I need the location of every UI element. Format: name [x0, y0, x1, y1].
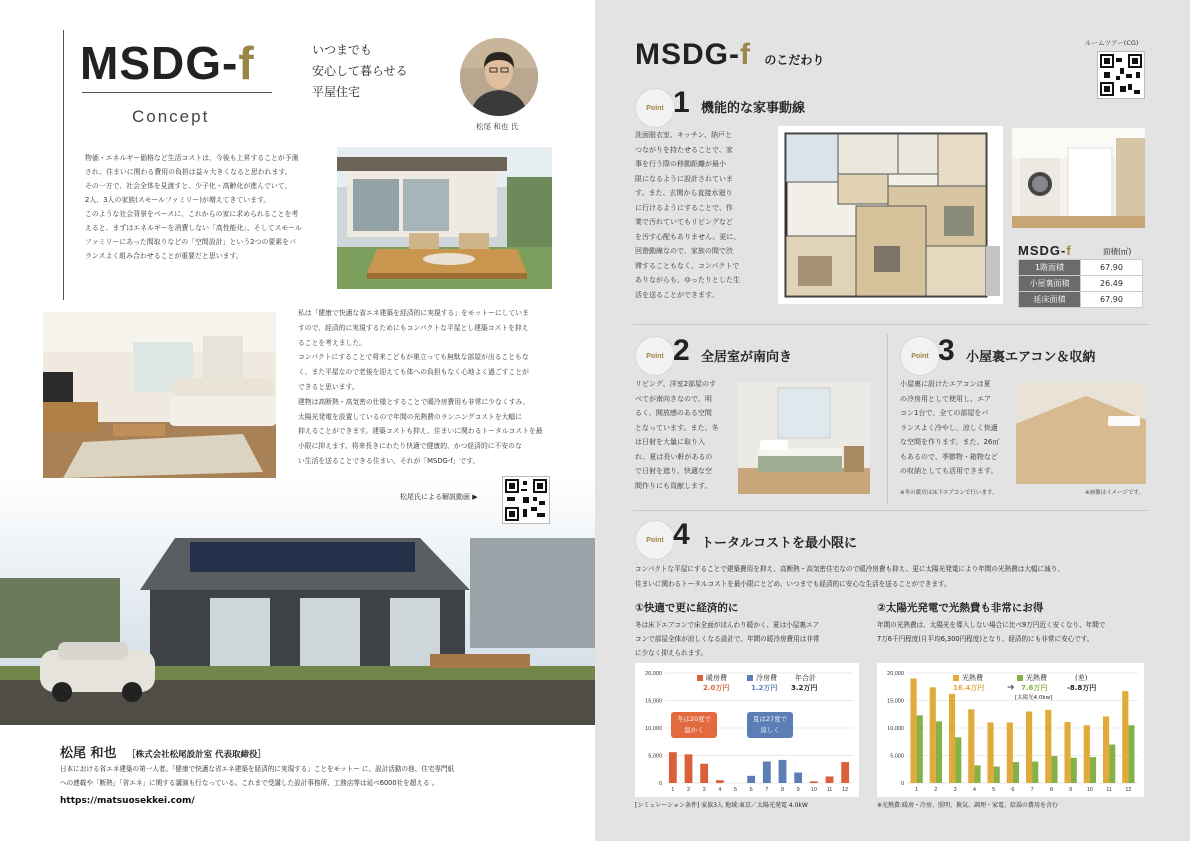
sub1-title: ①快適で更に経済的に — [635, 602, 739, 614]
area-row: 1階面積 67.90 — [1019, 260, 1143, 276]
qr-code-video[interactable] — [503, 477, 549, 523]
body-paragraph — [298, 306, 556, 469]
x-tick-label: 10 — [810, 787, 817, 793]
bar-a — [987, 723, 993, 784]
point1-badge: Point — [635, 88, 675, 128]
bar-a — [1045, 710, 1051, 783]
area-row: 延床面積 67.90 — [1019, 292, 1143, 308]
legend-diff-label: (差) — [1075, 674, 1088, 682]
winter-annotation: 冬は20度で 温かく — [671, 712, 717, 738]
y-tick-label: 15,000 — [645, 698, 662, 705]
intro-line: このような社会背景をベースに、これからの家に求められることを考 — [85, 210, 299, 218]
p1-line: に行けるようにすることで、作 — [635, 203, 733, 212]
bar-a — [841, 762, 849, 783]
p1-line: 洗面脱衣室、キッチン、納戸と — [635, 131, 732, 139]
body-line: 私は「健康で快適な省エネ建築を経済的に実現する」をモットーにしていま — [298, 309, 529, 317]
bar-b — [747, 776, 755, 783]
tagline-line: 安心して暮らせる — [312, 64, 408, 78]
body-line: 抑えることができます。建築コストも抑え、住まいに関わるトータルコストを最 — [298, 427, 543, 436]
y-tick-label: 5,000 — [890, 753, 904, 760]
logo-main-text: MSDG- — [80, 37, 239, 89]
body-line: い生活を送ることできる住まい、それが「MSDG-f」です。 — [298, 456, 480, 465]
body-line: く、また平屋なので老後を迎えても体への負担もなく心地よく過ごすことが — [298, 368, 529, 377]
intro-line: その一方で、社会全体を見渡すと、少子化・高齢化が進んでいて、 — [85, 182, 292, 190]
profile-heading — [60, 742, 266, 761]
x-tick-label: 3 — [702, 787, 706, 793]
legend-cost-a: 光熱費 — [953, 673, 983, 683]
x-tick-label: 3 — [953, 787, 957, 793]
bar-a — [1064, 722, 1070, 783]
area-row: 小屋裏面積 26.49 — [1019, 276, 1143, 292]
p2-line: るく、開放感のある空間 — [635, 409, 712, 417]
bar-b — [1090, 757, 1096, 783]
x-tick-label: 5 — [992, 787, 996, 793]
intro-line: 物価・エネルギー価格など生活コストは、今後も上昇することが予測 — [85, 154, 299, 162]
bar-b — [794, 773, 802, 783]
x-tick-label: 9 — [1069, 787, 1073, 793]
sub2-line: 7万6千円程度(月平均6,300円程度)となり、経済的にも非常に安心です。 — [877, 635, 1094, 643]
point1-text — [635, 128, 775, 302]
p3-line: もあるので、季節物・箱物など — [900, 452, 998, 461]
sub1-line: コンで部屋全体が涼しくなる設計で、年間の暖冷房費用は非常 — [635, 635, 820, 643]
profile-text — [60, 762, 580, 790]
x-tick-label: 6 — [1011, 787, 1015, 793]
utility-cost-chart — [877, 663, 1144, 797]
point3-note-heating: ※冬の暖房は床下エアコンで行います。 — [900, 490, 998, 496]
point1-title: 機能的な家事動線 — [701, 101, 806, 116]
tagline-line: いつまでも — [312, 43, 373, 57]
header-logo-f: f — [740, 38, 751, 71]
point2-badge: Point — [635, 336, 675, 376]
legend-cost-b: 光熱費 — [1017, 673, 1047, 683]
bar-a — [685, 754, 693, 783]
point3-title: 小屋裏エアコン＆収納 — [966, 350, 1096, 365]
bar-a — [949, 694, 955, 783]
header-logo — [635, 38, 824, 77]
x-tick-label: 10 — [1086, 787, 1093, 793]
bar-a — [930, 687, 936, 783]
p2-line: で日射を遮り、快適な空 — [635, 467, 712, 475]
x-tick-label: 11 — [826, 787, 833, 793]
legend-cost-a-value: 16.4万円 — [953, 684, 985, 692]
x-tick-label: 5 — [733, 787, 738, 793]
p2-line: は日射を大量に取り入 — [635, 438, 705, 446]
section-divider — [633, 324, 1148, 325]
x-tick-label: 8 — [780, 787, 785, 793]
p3-line: ランスよく冷やし、涼しく快適 — [900, 423, 998, 432]
bar-b — [1128, 725, 1134, 783]
area-table-logo: MSDG-f — [1018, 243, 1072, 258]
body-line: 小限に抑えます。将来長きにわたり快適で健康的、かつ経済的に不安のな — [298, 442, 522, 451]
legend-cooling: 冷房費 — [747, 673, 777, 683]
header-logo-main: MSDG- — [635, 38, 740, 71]
arrow-icon: ➜ — [1007, 683, 1015, 693]
bar-b — [1032, 762, 1038, 783]
bar-b — [763, 762, 771, 783]
p3-line: 小屋裏に設けたエアコンは夏 — [900, 380, 991, 388]
legend-heating: 暖房費 — [697, 673, 727, 683]
p1-line: 活を送ることができます。 — [635, 290, 719, 299]
y-tick-label: 20,000 — [887, 671, 904, 677]
bar-a — [1007, 723, 1013, 784]
p1-line: ありながらも、ゆったりとした生 — [635, 276, 740, 284]
sub2-text — [877, 618, 1152, 646]
bar-b — [1109, 745, 1115, 784]
x-tick-label: 2 — [686, 787, 691, 793]
bar-b — [917, 715, 923, 783]
bar-b — [1051, 756, 1057, 783]
profile-role: ［株式会社松尾設計室 代表取締役］ — [127, 750, 267, 760]
point4-badge: Point — [635, 520, 675, 560]
logo-underline — [82, 92, 272, 93]
point2-text — [635, 377, 735, 493]
simulation-note: [シミュレーション条件] 家族3人 地域:東京／太陽光発電 4.0kW — [635, 802, 808, 809]
x-tick-label: 6 — [749, 787, 753, 793]
tagline — [312, 40, 408, 103]
summer-annotation: 夏は27度で 涼しく — [747, 712, 793, 738]
washroom-photo — [1012, 128, 1145, 228]
x-tick-label: 7 — [1030, 787, 1034, 793]
intro-line: され、住まいに関わる費用の負担は益々大きくなると思われます。 — [85, 168, 292, 176]
area-table — [1018, 259, 1143, 308]
sub1-line: に少なく抑えられます。 — [635, 649, 708, 657]
body-line: 太陽光発電を設置しているので年間の光熱費のランニングコストを大幅に — [298, 412, 523, 421]
x-tick-label: 4 — [972, 787, 976, 793]
legend-cost-b-value: 7.6万円 — [1021, 684, 1048, 692]
point1-number: 1 — [673, 86, 690, 119]
p3-line: な空間を作ります。また、26㎡ — [900, 438, 1000, 446]
point3-number: 3 — [938, 334, 955, 367]
point4-title: トータルコストを最小限に — [701, 536, 858, 551]
p3-line: の冷房用として使用し、エア — [900, 394, 991, 403]
portrait-photo — [460, 38, 538, 116]
x-tick-label: 4 — [718, 787, 722, 793]
bar-b — [955, 737, 961, 783]
p1-line: 限になるように設計されていま — [635, 174, 733, 183]
intro-line: ファミリーにあった間取りなどの「空間設計」という2つの要素をバ — [85, 238, 296, 246]
logo-f-text: f — [238, 37, 255, 89]
video-caption: 松尾氏による解説動画 ▶ — [400, 493, 478, 501]
bar-b — [936, 721, 942, 783]
msdg-logo — [80, 38, 255, 88]
bar-a — [1103, 716, 1109, 783]
profile-name: 松尾 和也 — [60, 746, 117, 761]
section-divider-vertical — [887, 334, 888, 504]
y-tick-label: 20,000 — [645, 671, 662, 677]
y-tick-label: 15,000 — [887, 698, 904, 705]
header-suffix: のこだわり — [764, 53, 825, 67]
point2-title: 全居室が南向き — [701, 350, 793, 365]
p1-line: を汚す心配もありません。更に、 — [635, 232, 741, 241]
right-page — [595, 0, 1190, 841]
x-tick-label: 1 — [915, 787, 919, 793]
bar-b — [779, 760, 787, 783]
bar-a — [968, 709, 974, 783]
intro-line: えると、まずはエネルギーを消費しない「高性能化」、そしてスモール — [85, 224, 302, 232]
x-tick-label: 12 — [1125, 787, 1132, 793]
bar-a — [826, 776, 834, 783]
sub1-line: 冬は床下エアコンで床全面がほんわり暖かく、夏は小屋裏エア — [635, 621, 820, 629]
profile-line: 日本における省エネ建築の第一人者。「健康で快適な省エネ建築を経済的に実現する」ことをモットー に、設計活動の他、住宅専門紙 — [60, 765, 455, 773]
point4-text — [635, 562, 1155, 591]
body-line: できると思います。 — [298, 382, 359, 391]
p3-line: の収納としても活用できます。 — [900, 467, 998, 475]
intro-line: ランスよく組み合わせることが重要だと思います。 — [85, 252, 243, 260]
p4-line: コンパクトな平屋にすることで建築費用を抑え、高断熱・高気密住宅なので暖冷房費も抑え、更に太陽光発電により年間の光熱費は大幅に減り、 — [635, 565, 1064, 573]
bar-b — [1071, 758, 1077, 783]
x-tick-label: 9 — [796, 787, 800, 793]
p3-line: コン1台で、全ての部屋をバ — [900, 409, 989, 417]
profile-url-link[interactable]: https://matsuosekkei.com/ — [60, 796, 195, 806]
body-line: 建物は高断熱・高気密の仕様とすることで暖冷房費用も非常に少なくすみ、 — [298, 397, 530, 406]
y-tick-label: 10,000 — [887, 726, 904, 732]
p2-line: べてが南向きなので、明 — [635, 394, 712, 403]
p2-line: れ、夏は長い軒があるの — [635, 452, 713, 461]
attic-photo — [1016, 382, 1146, 484]
bar-a — [700, 764, 708, 783]
p1-line: 事を行う際の移動距離が最小 — [635, 160, 726, 168]
qr-code-room-tour[interactable] — [1098, 52, 1144, 98]
bar-a — [1122, 691, 1128, 783]
bar-b — [994, 767, 1000, 784]
bar-b — [974, 765, 980, 783]
deck-photo — [337, 147, 552, 289]
p1-line: 回遊動線なので、家族の間で渋 — [635, 247, 733, 255]
legend-total-value: 3.2万円 — [791, 684, 818, 692]
y-tick-label: 10,000 — [645, 726, 662, 732]
x-tick-label: 7 — [765, 787, 769, 793]
bedroom-photo — [738, 382, 870, 494]
point3-note-image: ※画像はイメージです。 — [1085, 490, 1145, 496]
body-line: ることを考えました。 — [298, 338, 366, 347]
concept-label: Concept — [132, 107, 210, 126]
y-tick-label: 0 — [658, 781, 662, 787]
p1-line: 滞することもなく、コンパクトで — [635, 261, 740, 270]
p2-line: リビング、洋室2部屋のす — [635, 380, 717, 388]
tagline-line: 平屋住宅 — [312, 85, 361, 99]
portrait-caption: 松尾 和也 氏 — [476, 122, 519, 131]
body-line: コンパクトにすることで将来こどもが巣立っても無駄な部屋が出ることもな — [298, 353, 529, 362]
x-tick-label: 12 — [842, 787, 849, 793]
legend-cost-b-note: [太陽光4.0kw] — [1015, 695, 1053, 701]
sub2-title: ②太陽光発電で光熱費も非常にお得 — [877, 602, 1044, 614]
bar-a — [669, 752, 677, 783]
y-tick-label: 5,000 — [648, 753, 662, 760]
intro-line: 2人、3人の家族(スモールファミリー)が増えてきています。 — [85, 196, 271, 204]
point3-badge: Point — [900, 336, 940, 376]
x-tick-label: 2 — [934, 787, 938, 793]
x-tick-label: 8 — [1049, 787, 1053, 793]
bar-a — [1084, 725, 1090, 783]
area-table-header: 面積(㎡) — [1103, 247, 1132, 256]
p1-line: つながりを持たせることで、家 — [635, 145, 733, 154]
sub2-line: 年間の光熱費は、太陽光を導入しない場合に比べ9万円近く安くなり、年間で — [877, 621, 1106, 629]
sub1-text — [635, 618, 870, 660]
bar-a — [810, 781, 818, 783]
bar-a — [910, 679, 916, 784]
cost-note: ※光熱費:暖房・冷房、照明、換気、調理・家電、給湯の費用を含む — [877, 802, 1059, 809]
room-tour-label: ルームツアー(CG) — [1085, 39, 1139, 47]
y-tick-label: 0 — [900, 781, 904, 787]
p1-line: 業で汚れていてもリビングなど — [635, 218, 733, 226]
legend-total-label: 年合計 — [795, 674, 816, 682]
p4-line: 住まいに関わるトータルコストを最小限にとどめ、いつまでも経済的に安心な生活を送ることができます。 — [635, 579, 951, 588]
x-tick-label: 1 — [671, 787, 675, 793]
p1-line: す。また、玄関から直接水廻り — [635, 189, 733, 197]
point4-number: 4 — [673, 518, 690, 551]
bar-a — [1026, 712, 1032, 784]
vertical-rule — [63, 30, 64, 300]
legend-diff-value: -8.8万円 — [1067, 684, 1097, 692]
point2-number: 2 — [673, 334, 690, 367]
profile-line: への連載や「断熱」「省エネ」に関する講演も行なっている。これまで受講した設計事務所、工務店等は延べ6000社を超える 。 — [60, 779, 439, 787]
legend-heating-value: 2.0万円 — [703, 684, 730, 692]
living-room-photo — [43, 312, 276, 478]
body-line: すので、経済的に実現するためにもコンパクトな平屋とし建築コストを抑え — [298, 323, 529, 332]
p2-line: 間作りにも貢献します。 — [635, 481, 712, 490]
floor-plan — [778, 126, 1003, 304]
legend-cooling-value: 1.2万円 — [751, 684, 778, 692]
section-divider — [633, 510, 1148, 511]
intro-paragraph — [85, 151, 330, 263]
point3-text — [900, 377, 1015, 479]
heating-cooling-chart — [635, 663, 859, 797]
bar-b — [1013, 762, 1019, 783]
p2-line: となっています。また、冬 — [635, 423, 719, 432]
bar-a — [716, 780, 724, 783]
x-tick-label: 11 — [1106, 787, 1112, 793]
